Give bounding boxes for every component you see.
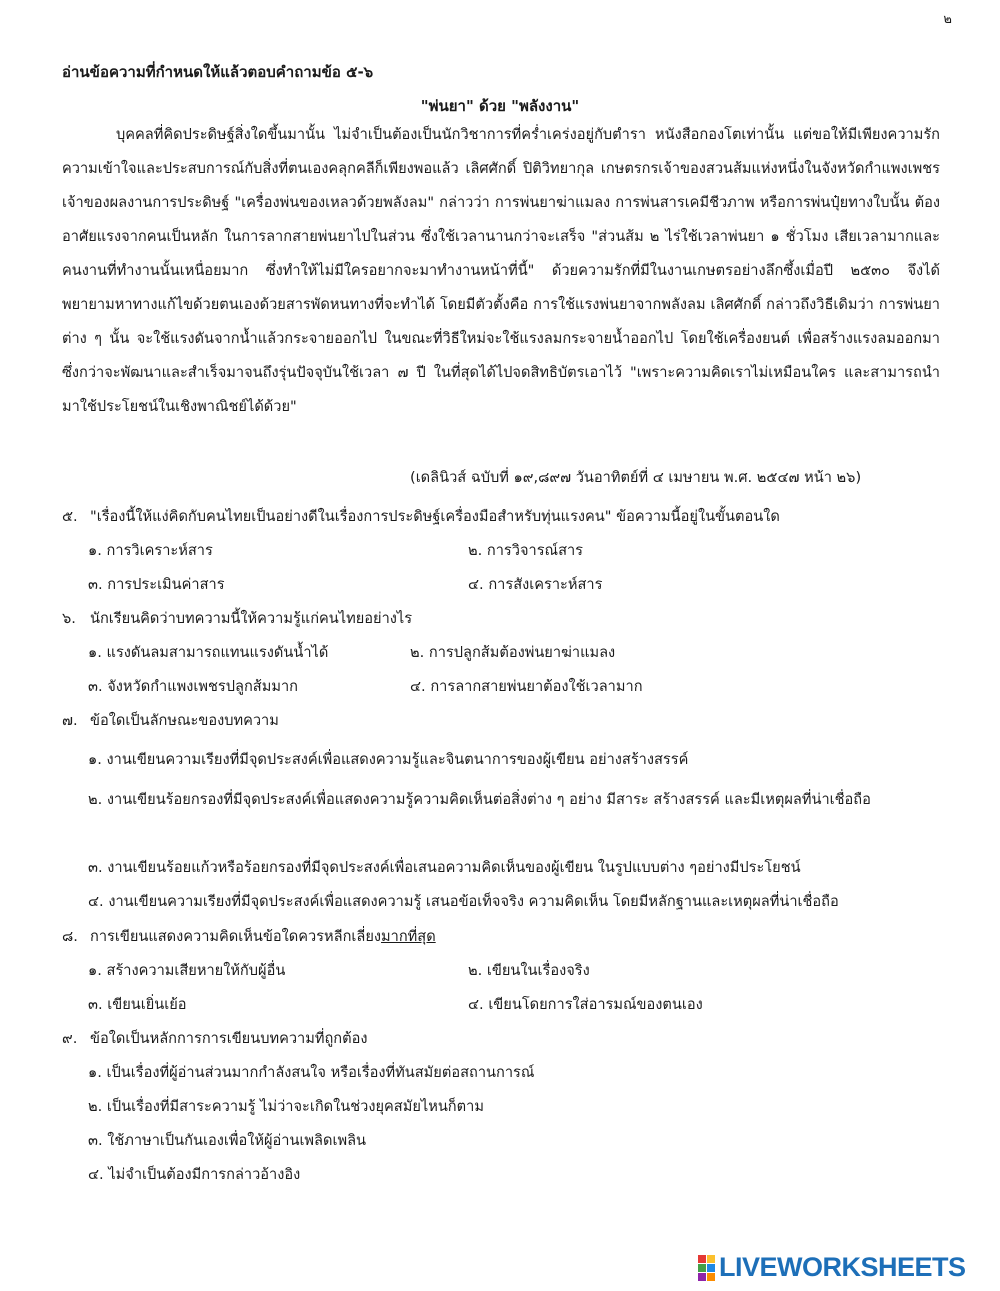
q9-option-2[interactable]: ๒. เป็นเรื่องที่มีสาระความรู้ ไม่ว่าจะเกิดในช่วงยุคสมัยไหนก็ตาม [88,1098,484,1115]
question-9 [62,1027,368,1050]
q7-option-4[interactable]: ๔. งานเขียนความเรียงที่มีจุดประสงค์เพื่อแสดงความรู้ เสนอข้อเท็จจริง ความคิดเห็น โดยมีหลักฐานและเหตุผลที่น่าเชื่อถือ [88,893,839,910]
instruction-heading: อ่านข้อความที่กำหนดให้แล้วตอบคำถามข้อ ๕-๖ [62,63,374,81]
question-number: ๕. [62,508,78,525]
question-text: นักเรียนคิดว่าบทความนี้ให้ความรู้แก่คนไทยอย่างไร [90,610,413,627]
article-body: บุคคลที่คิดประดิษฐ์สิ่งใดขึ้นมานั้น ไม่จำเป็นต้องเป็นนักวิชาการที่คร่ำเคร่งอยู่กับตำรา หนังสือกองโตเท่านั้น แต่ขอให้มีเพียงความรัก ความเข้าใจและประสบการณ์กับสิ่งที่ตนเองคลุกคลีก็เพียงพอแล้ว เลิศศักดิ์ ปิติวิทยากุล เกษตรกรเจ้าของสวนส้มแห่งหนึ่งในจังหวัดกำแพงเพชร เจ้าของผลงานการประดิษฐ์ "เครื่องพ่นของเหลวด้วยพลังลม" กล่าวว่า การพ่นยาฆ่าแมลง การพ่นสารเคมีชีวภาพ หรือการพ่นปุ๋ยทางใบนั้น ต้องอาศัยแรงจากคนเป็นหลัก ในการลากสายพ่นยาไปในส่วน ซึ่งใช้เวลานานกว่าจะเสร็จ "ส่วนส้ม ๒ ไร่ใช้เวลาพ่นยา ๑ ชั่วโมง เสียเวลามากและคนงานที่ทำงานนั้นเหนื่อยมาก ซึ่งทำให้ไม่มีใครอยากจะมาทำงานหน้าที่นี้" ด้วยความรักที่มีในงานเกษตรอย่างลึกซึ้งเมื่อปี ๒๕๓๐ จึงได้พยายามหาทางแก้ไขด้วยตนเองด้วยสารพัดหนทางที่จะทำได้ โดยมีตัวตั้งคือ การใช้แรงพ่นยาจากพลังลม เลิศศักดิ์ กล่าวถึงวิธีเดิมว่า การพ่นยาต่าง ๆ นั้น จะใช้แรงดันจากน้ำแล้วกระจายออกไป ในขณะที่วิธีใหม่จะใช้แรงลมกระจายน้ำออกไป โดยใช้เครื่องยนต์ เพื่อสร้างแรงลมออกมา ซึ่งกว่าจะพัฒนาและสำเร็จมาจนถึงรุ่นปัจจุบันใช้เวลา ๗ ปี ในที่สุดได้ไปจดสิทธิบัตรเอาไว้ "เพราะความคิดเราไม่เหมือนใคร และสามารถนำมาใช้ประโยชน์ในเชิงพาณิชย์ได้ด้วย" [62,126,940,415]
q5-option-4[interactable]: ๔. การสังเคราะห์สาร [468,576,603,593]
logo-square-4 [707,1264,715,1272]
logo-square-5 [698,1273,706,1281]
q7-option-2[interactable]: ๒. งานเขียนร้อยกรองที่มีจุดประสงค์เพื่อแสดงความรู้ความคิดเห็นต่อสิ่งต่าง ๆ อย่าง มีสาระ สร้างสรรค์ และมีเหตุผลที่น่าเชื่อถือ [88,791,871,808]
q5-option-2[interactable]: ๒. การวิจารณ์สาร [468,542,584,559]
question-number: ๖. [62,610,76,627]
liveworksheets-logo-icon [698,1255,715,1281]
question-emphasis: มากที่สุด [381,928,436,945]
question-number: ๙. [62,1030,78,1047]
logo-square-2 [707,1255,715,1263]
q8-option-3[interactable]: ๓. เขียนเยิ่นเย้อ [88,996,187,1013]
article-title: "พ่นยา" ด้วย "พลังงาน" [420,97,580,115]
liveworksheets-logo[interactable] [698,1252,966,1283]
q6-option-3[interactable]: ๓. จังหวัดกำแพงเพชรปลูกส้มมาก [88,678,298,695]
page-number: ๒ [943,12,952,27]
q6-option-2[interactable]: ๒. การปลูกส้มต้องพ่นยาฆ่าแมลง [410,644,616,661]
q8-option-4[interactable]: ๔. เขียนโดยการใส่อารมณ์ของตนเอง [468,996,703,1013]
question-text: "เรื่องนี้ให้แง่คิดกับคนไทยเป็นอย่างดีในเรื่องการประดิษฐ์เครื่องมือสำหรับทุ่นแรงคน" ข้อความนี้อยู่ในขั้นตอนใด [90,508,780,525]
liveworksheets-logo-text: LIVEWORKSHEETS [719,1252,966,1282]
question-text: ข้อใดเป็นลักษณะของบทความ [90,712,279,729]
question-6 [62,607,412,630]
q5-option-3[interactable]: ๓. การประเมินค่าสาร [88,576,225,593]
q9-option-3[interactable]: ๓. ใช้ภาษาเป็นกันเองเพื่อให้ผู้อ่านเพลิดเพลิน [88,1132,366,1149]
q7-option-3[interactable]: ๓. งานเขียนร้อยแก้วหรือร้อยกรองที่มีจุดประสงค์เพื่อเสนอความคิดเห็นของผู้เขียน ในรูปแบบต่าง ๆอย่างมีประโยชน์ [88,859,801,876]
question-text: การเขียนแสดงความคิดเห็นข้อใดควรหลีกเลี่ยง [90,928,382,945]
q5-option-1[interactable]: ๑. การวิเคราะห์สาร [88,542,213,559]
q6-option-1[interactable]: ๑. แรงดันลมสามารถแทนแรงดันน้ำได้ [88,644,329,661]
q9-option-1[interactable]: ๑. เป็นเรื่องที่ผู้อ่านส่วนมากกำลังสนใจ หรือเรื่องที่ทันสมัยต่อสถานการณ์ [88,1064,535,1081]
logo-square-3 [698,1264,706,1272]
question-text: ข้อใดเป็นหลักการการเขียนบทความที่ถูกต้อง [90,1030,368,1047]
question-number: ๘. [62,928,78,945]
logo-square-6 [707,1273,715,1281]
article-citation: (เดลินิวส์ ฉบับที่ ๑๙,๘๙๗ วันอาทิตย์ที่ ๔ เมษายน พ.ศ. ๒๕๔๗ หน้า ๒๖) [410,469,862,486]
question-number: ๗. [62,712,78,729]
q6-option-4[interactable]: ๔. การลากสายพ่นยาต้องใช้เวลามาก [410,678,643,695]
question-8 [62,925,436,948]
q9-option-4[interactable]: ๔. ไม่จำเป็นต้องมีการกล่าวอ้างอิง [88,1166,301,1183]
question-5 [62,505,780,528]
logo-square-1 [698,1255,706,1263]
q8-option-1[interactable]: ๑. สร้างความเสียหายให้กับผู้อื่น [88,962,286,979]
question-7 [62,709,279,732]
q8-option-2[interactable]: ๒. เขียนในเรื่องจริง [468,962,590,979]
q7-option-1[interactable]: ๑. งานเขียนความเรียงที่มีจุดประสงค์เพื่อแสดงความรู้และจินตนาการของผู้เขียน อย่างสร้างสรรค์ [88,751,689,768]
